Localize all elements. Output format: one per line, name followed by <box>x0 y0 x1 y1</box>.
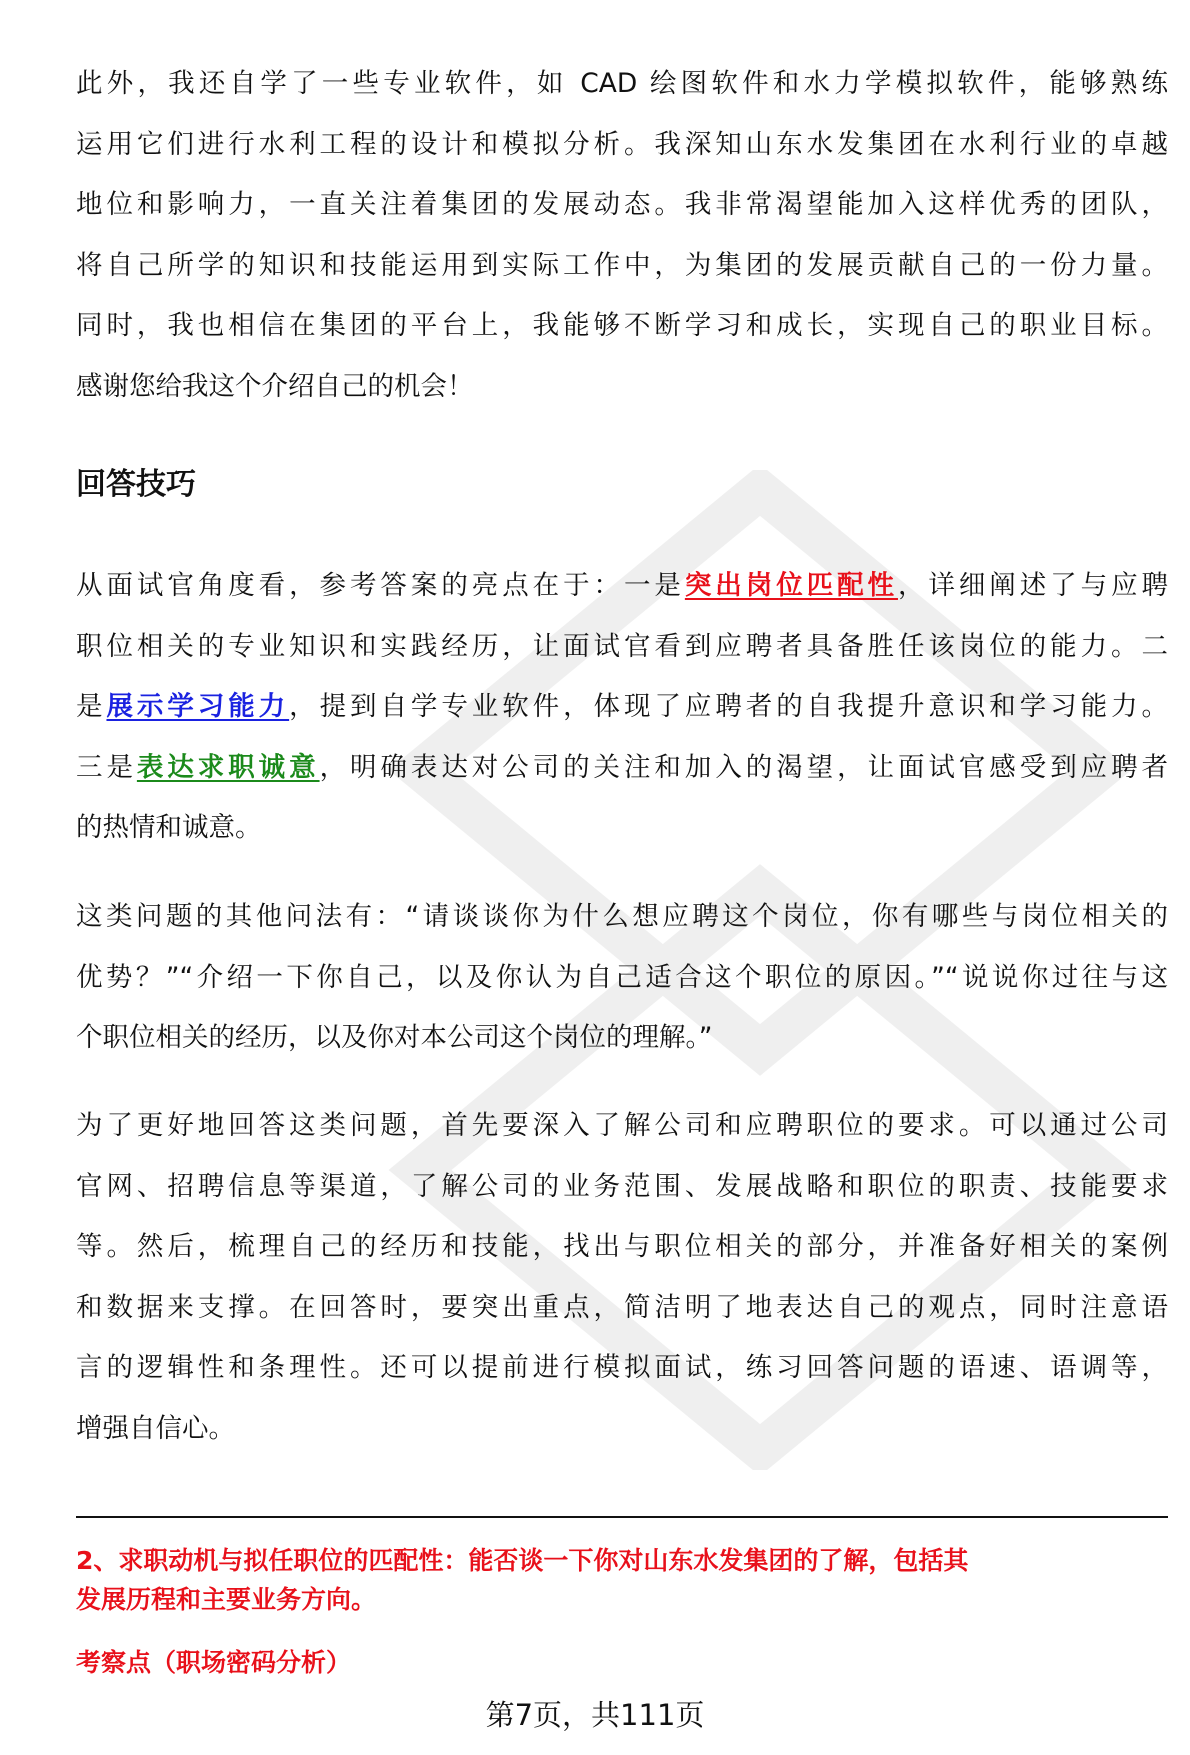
intro-paragraph <box>76 54 1168 418</box>
text: 从面试官角度看，参考答案的亮点在于：一是 <box>76 570 685 601</box>
highlight-sincerity: 表达求职诚意 <box>136 751 320 783</box>
text-line: 2、求职动机与拟任职位的匹配性：能否谈一下你对山东水发集团的了解，包括其 <box>76 1546 969 1575</box>
text-line <box>76 556 1168 617</box>
highlight-learning-ability: 展示学习能力 <box>106 691 290 723</box>
question-heading <box>76 1541 1168 1619</box>
text-line: 为了更好地回答这类问题，首先要深入了解公司和应聘职位的要求。可以通过公司 <box>76 1110 1168 1141</box>
text-line: 官网、招聘信息等渠道，了解公司的业务范围、发展战略和职位的职责、技能要求 <box>76 1170 1168 1202</box>
text: ，提到自学专业软件，体现了应聘者的自我提升意识和学习能力。 <box>289 691 1169 723</box>
text-line: 的热情和诚意。 <box>76 812 262 844</box>
focus-heading: 考察点（职场密码分析） <box>76 1648 352 1677</box>
highlight-job-fit: 突出岗位匹配性 <box>684 570 898 601</box>
text-line: 言的逻辑性和条理性。还可以提前进行模拟面试，练习回答问题的语速、语调等， <box>76 1352 1168 1384</box>
text-line: 同时，我也相信在集团的平台上，我能够不断学习和成长，实现自己的职业目标。 <box>76 310 1168 342</box>
text-line: 这类问题的其他问法有：“请谈谈你为什么想应聘这个岗位，你有哪些与岗位相关的 <box>76 901 1168 932</box>
text-line: 和数据来支撑。在回答时，要突出重点，简洁明了地表达自己的观点，同时注意语 <box>76 1291 1168 1323</box>
alt-questions-paragraph <box>76 887 1168 1069</box>
text-line: 个职位相关的经历，以及你对本公司这个岗位的理解。” <box>76 1022 713 1054</box>
text: ，明确表达对公司的关注和加入的渴望，让面试官感受到应聘者 <box>319 751 1169 783</box>
text-line: 此外，我还自学了一些专业软件，如 CAD 绘图软件和水力学模拟软件，能够熟练 <box>76 68 1168 99</box>
tips-paragraph <box>76 556 1168 859</box>
text-line: 地位和影响力，一直关注着集团的发展动态。我非常渴望能加入这样优秀的团队， <box>76 189 1168 221</box>
text-line <box>76 738 1168 799</box>
text: ，详细阐述了与应聘 <box>897 570 1169 601</box>
text-line: 发展历程和主要业务方向。 <box>76 1585 377 1614</box>
text-line: 等。然后，梳理自己的经历和技能，找出与职位相关的部分，并准备好相关的案例 <box>76 1231 1168 1263</box>
text-line <box>76 677 1168 738</box>
advice-paragraph <box>76 1096 1168 1460</box>
text: 三是 <box>76 751 137 783</box>
text-line: 增强自信心。 <box>76 1412 235 1444</box>
text-line: 感谢您给我这个介绍自己的机会！ <box>76 370 474 402</box>
section-heading: 回答技巧 <box>76 467 196 502</box>
text-line: 运用它们进行水利工程的设计和模拟分析。我深知山东水发集团在水利行业的卓越 <box>76 128 1168 160</box>
text-line: 优势？”“介绍一下你自己，以及你认为自己适合这个职位的原因。”“说说你过往与这 <box>76 961 1168 993</box>
text: 是 <box>76 691 107 723</box>
text-line: 将自己所学的知识和技能运用到实际工作中，为集团的发展贡献自己的一份力量。 <box>76 249 1168 281</box>
text-line: 职位相关的专业知识和实践经历，让面试官看到应聘者具备胜任该岗位的能力。二 <box>76 630 1168 662</box>
divider <box>76 1516 1168 1518</box>
page-number: 第7页，共111页 <box>485 1698 705 1732</box>
